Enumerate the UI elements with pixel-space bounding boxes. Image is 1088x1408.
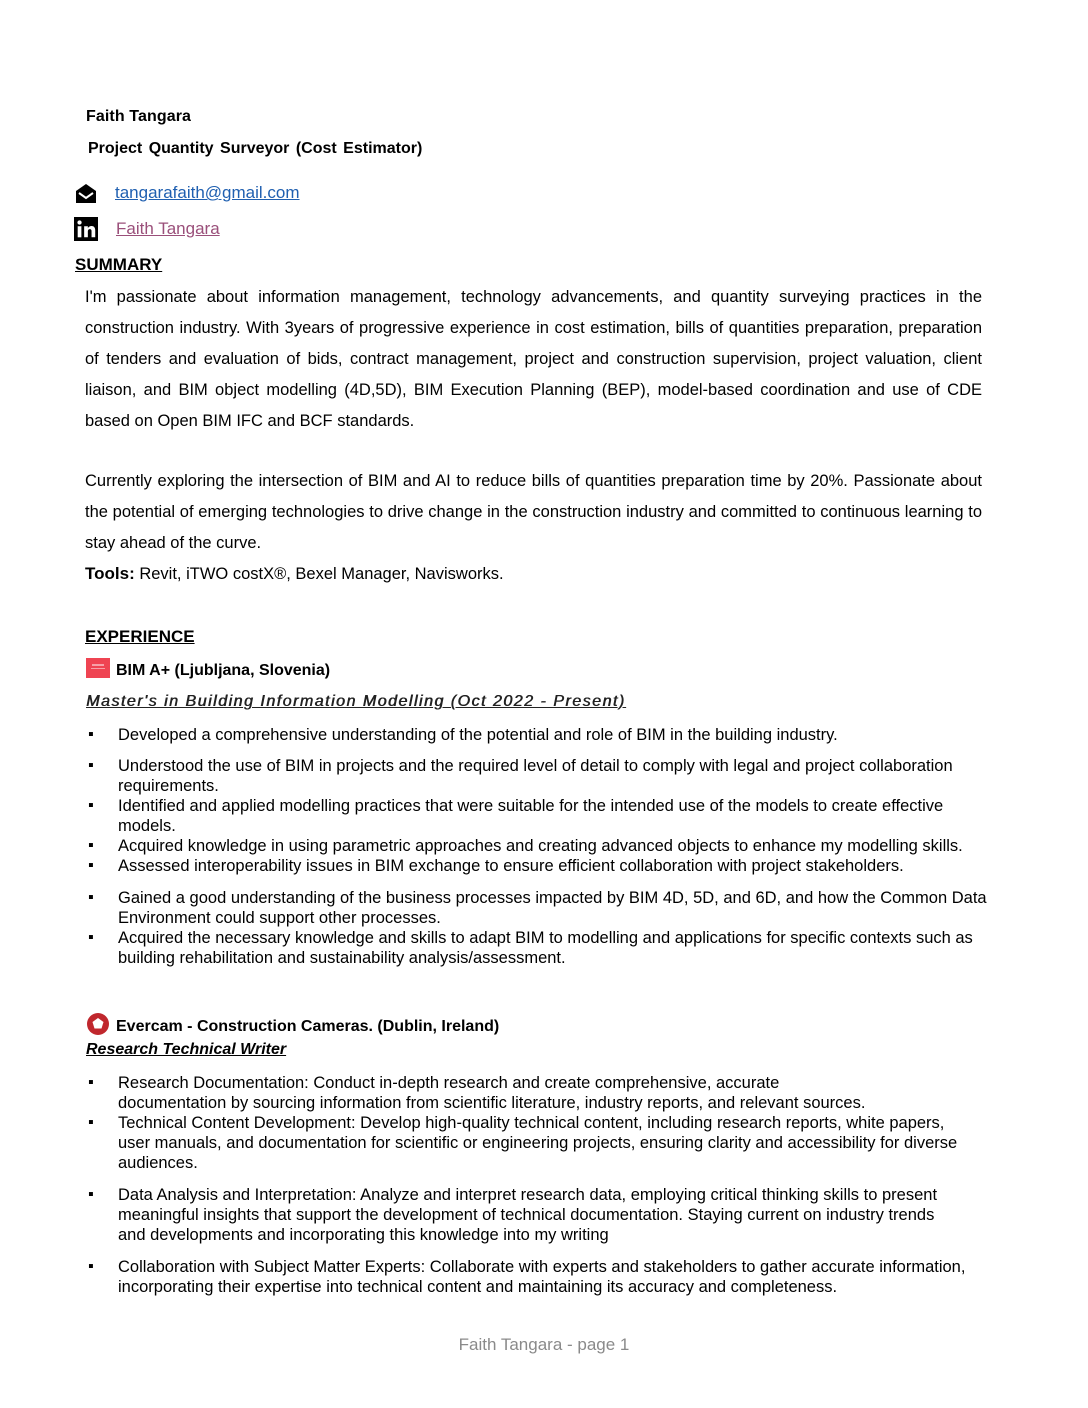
summary-heading: SUMMARY bbox=[75, 255, 163, 274]
linkedin-contact bbox=[74, 216, 220, 242]
tools-label: Tools: bbox=[85, 564, 135, 583]
experience-heading: EXPERIENCE bbox=[85, 627, 195, 646]
evercam-logo-icon bbox=[86, 1012, 110, 1041]
linkedin-icon bbox=[74, 217, 98, 241]
bullet-icon: ▪ bbox=[88, 929, 94, 946]
open-envelope-icon bbox=[74, 181, 98, 205]
list-item: ▪ Assessed interoperability issues in BIM exchange to ensure efficient collaboration with project stakeholders. bbox=[88, 857, 904, 875]
tools-line bbox=[85, 562, 504, 586]
email-contact bbox=[74, 180, 300, 206]
bullet-icon: ▪ bbox=[88, 757, 94, 774]
bim-bullet-list bbox=[86, 725, 996, 968]
bullet-icon: ▪ bbox=[88, 1074, 94, 1091]
list-item: ▪ Gained a good understanding of the business processes impacted by BIM 4D, 5D, and 6D, and how the Common Data Environment could support other processes. bbox=[88, 889, 987, 927]
list-item: ▪ Acquired the necessary knowledge and skills to adapt BIM to modelling and applications for specific contexts such as building rehabilitation and sustainability analysis/assessment. bbox=[88, 929, 973, 967]
list-item: ▪ Technical Content Development: Develop high-quality technical content, including research reports, white papers, user manuals, and documentation for scientific or engineering projects, ensuring clarity and accessibility for diverse audiences. bbox=[88, 1114, 958, 1172]
list-item: ▪ Developed a comprehensive understanding of the potential and role of BIM in the building industry. bbox=[88, 726, 838, 744]
bullet-icon: ▪ bbox=[88, 1114, 94, 1131]
email-link[interactable]: tangarafaith@gmail.com bbox=[115, 183, 300, 202]
candidate-role: Project Quantity Surveyor (Cost Estimator) bbox=[88, 140, 423, 157]
list-item: ▪ Understood the use of BIM in projects and the required level of detail to comply with legal and project collaboration requirements. bbox=[88, 757, 953, 795]
bullet-icon: ▪ bbox=[88, 1186, 94, 1203]
bullet-icon: ▪ bbox=[88, 857, 94, 874]
experience-org-bim bbox=[86, 658, 330, 683]
bim-aplus-logo-icon bbox=[86, 658, 110, 683]
bullet-icon: ▪ bbox=[88, 837, 94, 854]
linkedin-link[interactable]: Faith Tangara bbox=[116, 219, 220, 238]
bullet-icon: ▪ bbox=[88, 1258, 94, 1275]
experience-role: Research Technical Writer bbox=[86, 1041, 287, 1058]
bullet-icon: ▪ bbox=[88, 726, 94, 743]
list-item: ▪ Acquired knowledge in using parametric approaches and creating advanced objects to enhance my modelling skills. bbox=[88, 837, 963, 855]
summary-paragraph-1: I'm passionate about information management, technology advancements, and quantity surveying practices in the construction industry. With 3years of progressive experience in cost estimation, bills of quantities preparation, preparation of tenders and evaluation of bids, contract management, project and construction supervision, project valuation, client liaison, and BIM object modelling (4D,5D), BIM Execution Planning (BEP), model-based coordination and use of CDE based on Open BIM IFC and BCF standards. bbox=[85, 288, 982, 430]
experience-role: Master's in Building Information Modelling (Oct 2022 - Present) bbox=[86, 693, 626, 710]
experience-org-evercam bbox=[86, 1012, 499, 1041]
org-name: Evercam - Construction Cameras. (Dublin, Ireland) bbox=[116, 1017, 500, 1035]
org-name: BIM A+ (Ljubljana, Slovenia) bbox=[116, 661, 331, 679]
list-item: ▪ Data Analysis and Interpretation: Analyze and interpret research data, employing critical thinking skills to present meaningful insights that support the development of technical documentation. Staying current on industry trends and developments and incorporating this knowledge into my writing bbox=[88, 1186, 938, 1244]
list-item: ▪ Collaboration with Subject Matter Experts: Collaborate with experts and stakeholders to gather accurate information, incorporating their expertise into technical content and maintaining its accuracy and completeness. bbox=[88, 1258, 966, 1296]
list-item: ▪ Identified and applied modelling practices that were suitable for the intended use of the models to create effective models. bbox=[88, 797, 944, 835]
bullet-icon: ▪ bbox=[88, 797, 94, 814]
page-footer: Faith Tangara - page 1 bbox=[458, 1335, 630, 1354]
summary-paragraph-2: Currently exploring the intersection of BIM and AI to reduce bills of quantities preparation time by 20%. Passionate about the potential of emerging technologies to drive change in the construction industry and committed to continuous learning to stay ahead of the curve. bbox=[85, 472, 982, 552]
list-item: ▪ Research Documentation: Conduct in-depth research and create comprehensive, accurate documentation by sourcing information from scientific literature, industry reports, and relevant sources. bbox=[88, 1074, 866, 1112]
evercam-bullet-list bbox=[86, 1073, 966, 1297]
candidate-name: Faith Tangara bbox=[86, 108, 192, 125]
bullet-icon: ▪ bbox=[88, 889, 94, 906]
tools-value: Revit, iTWO costX®, Bexel Manager, Navisworks. bbox=[134, 565, 504, 583]
